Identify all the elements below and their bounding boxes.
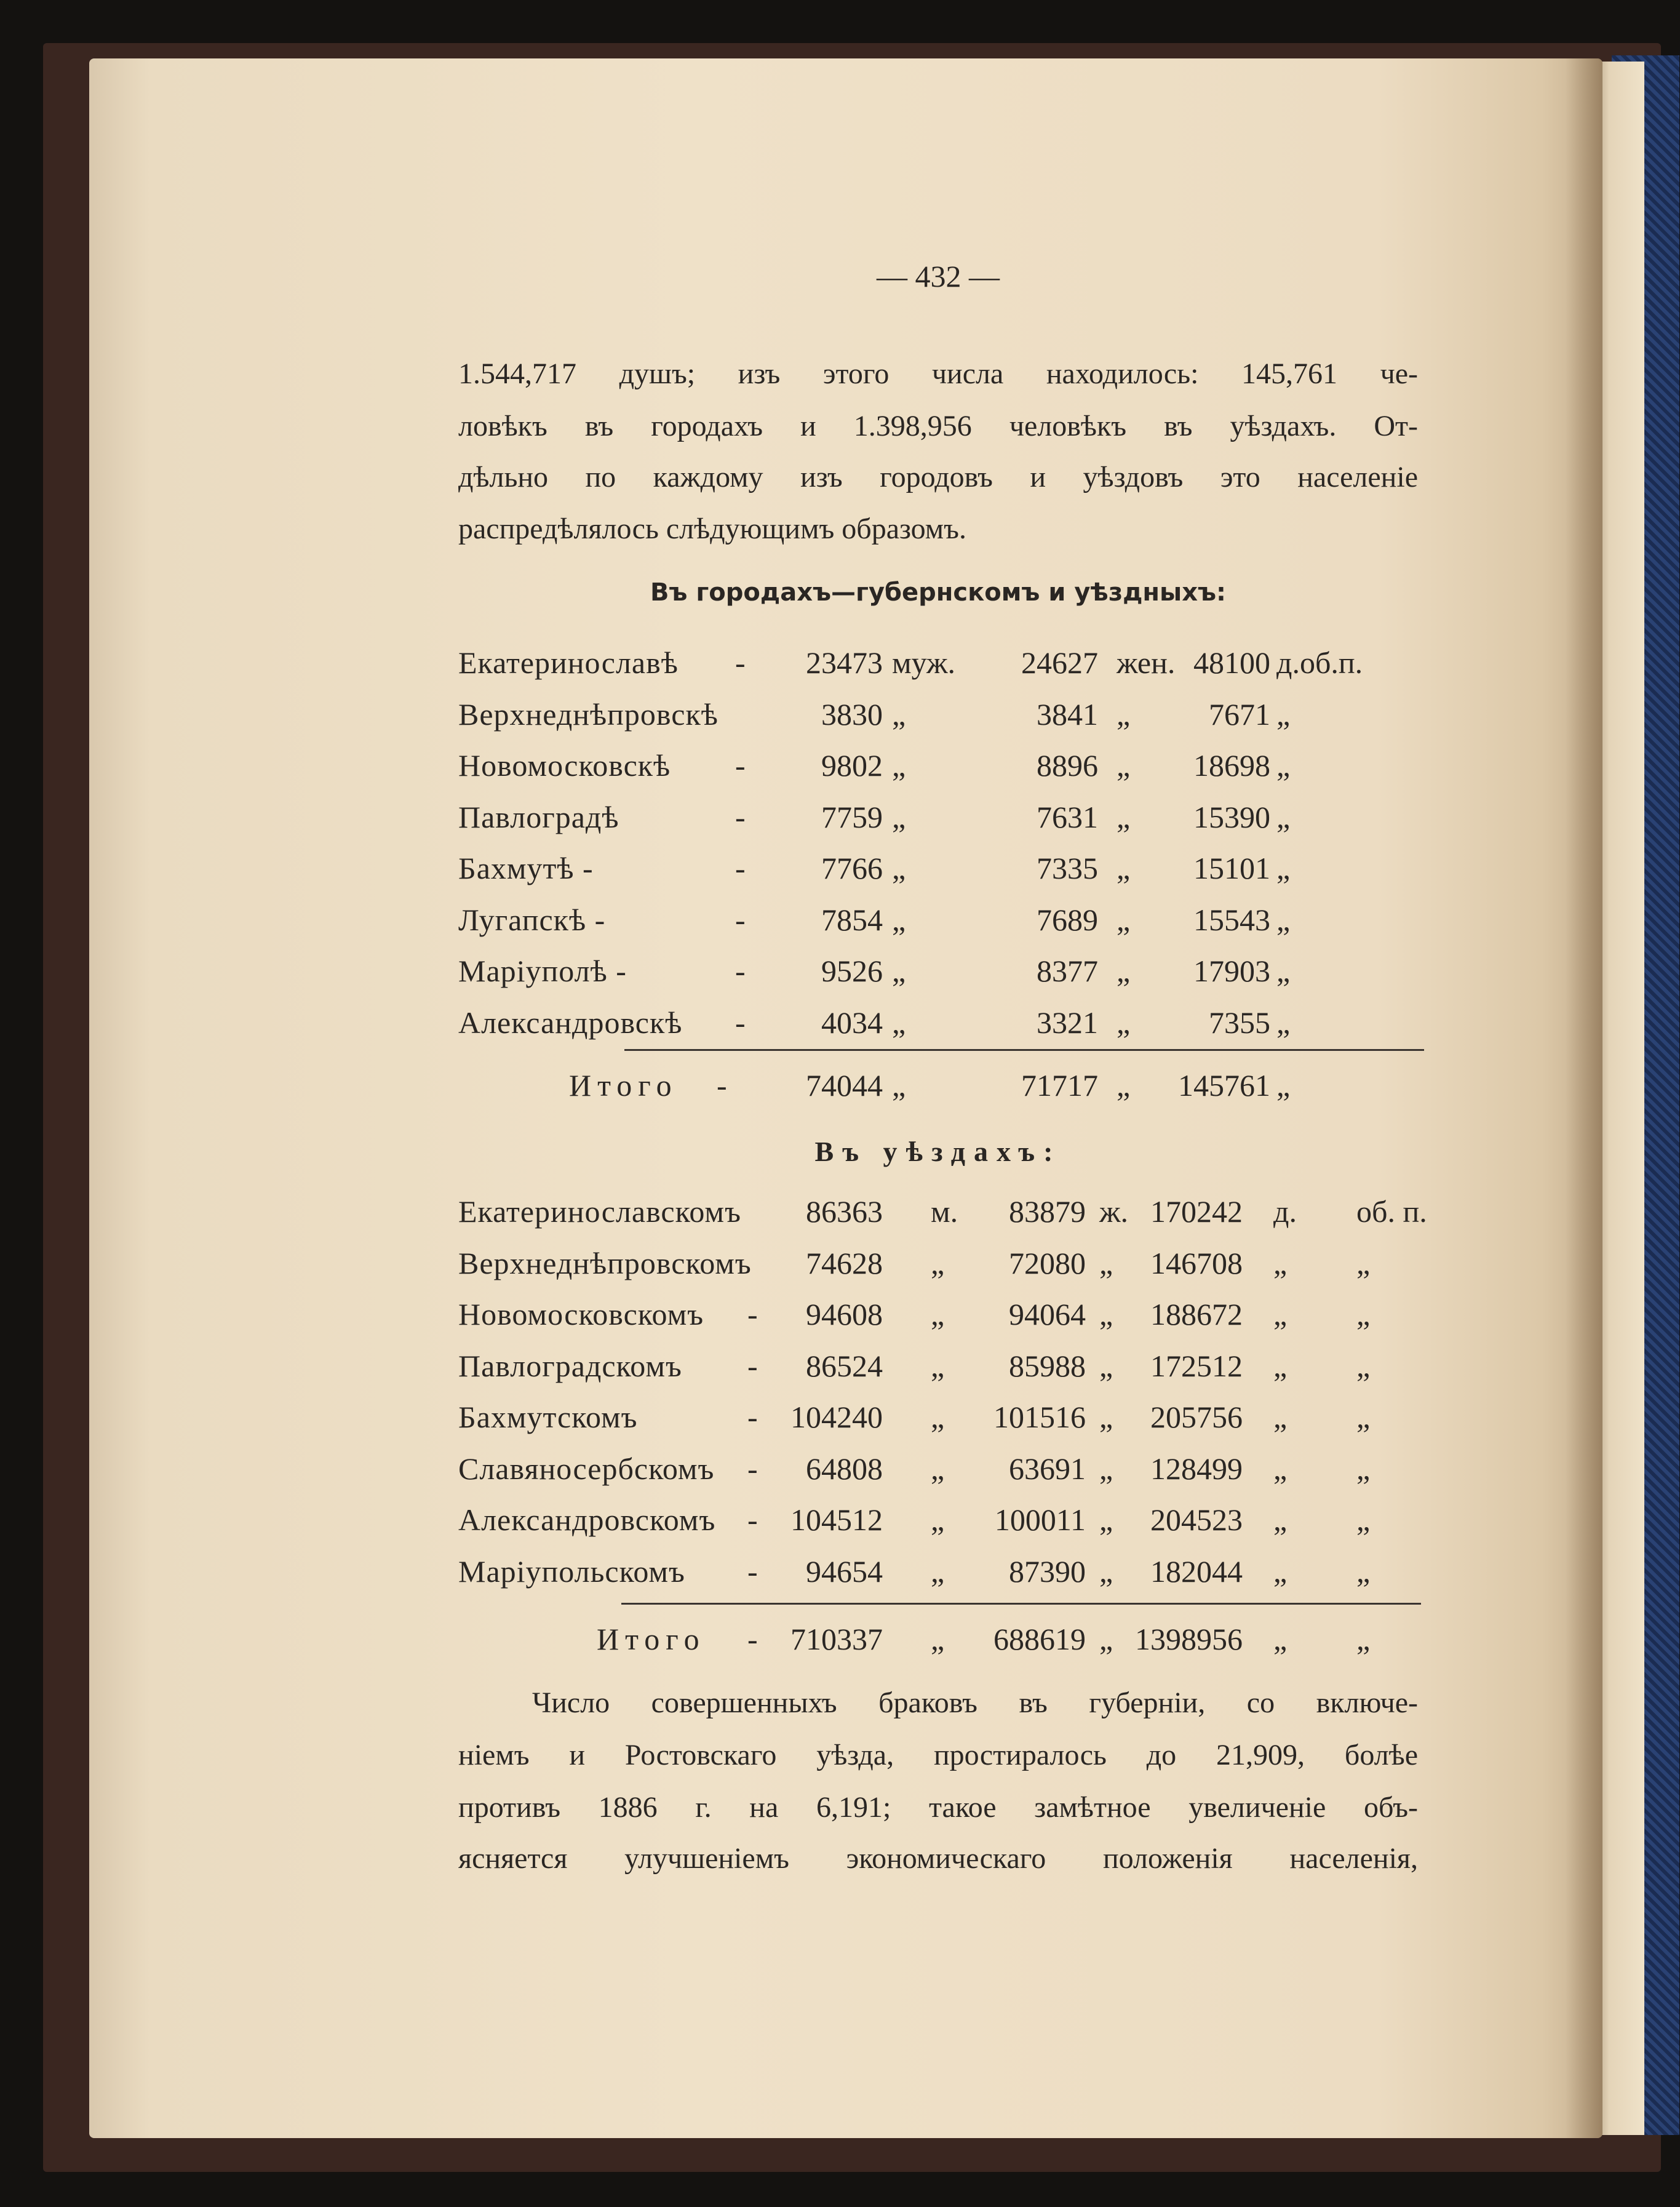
male-unit: „ — [892, 1005, 906, 1040]
male-unit: „ — [892, 1068, 906, 1103]
female-count: 63691 — [1009, 1451, 1086, 1486]
total-count: 188672 — [1150, 1297, 1243, 1331]
grand-total: 145761 — [1178, 1068, 1270, 1103]
male-unit: „ — [892, 799, 906, 834]
female-count: 3841 — [1037, 696, 1098, 732]
male-count: 9802 — [821, 748, 883, 783]
intro-line-2: ловѣкъ въ городахъ и 1.398,956 человѣкъ въ уѣздахъ. От- — [458, 410, 1418, 442]
female-total: 71717 — [1021, 1068, 1098, 1103]
male-count: 4034 — [821, 1005, 883, 1040]
female-count: 83879 — [1009, 1194, 1086, 1229]
total-unit: „ — [1276, 748, 1291, 783]
row-dash: - — [735, 902, 746, 937]
female-unit: „ — [1117, 902, 1131, 937]
total-count: 205756 — [1150, 1400, 1243, 1434]
outro-line-1: Число совершенныхъ браковъ въ губерніи, со включе- — [532, 1686, 1418, 1719]
total-unit: „ — [1276, 902, 1291, 937]
row-dash: - — [747, 1554, 758, 1589]
male-count: 7766 — [821, 851, 883, 885]
total-unit: „ — [1276, 1068, 1291, 1103]
female-unit: „ — [1099, 1348, 1113, 1383]
female-unit: „ — [1117, 748, 1131, 783]
total-label: Итого — [597, 1622, 706, 1656]
total-unit: „ — [1276, 696, 1291, 732]
total-count: 128499 — [1150, 1451, 1243, 1486]
male-count: 104512 — [790, 1503, 883, 1537]
female-count: 101516 — [993, 1400, 1086, 1434]
place-name: Павлоградѣ — [458, 799, 619, 834]
male-count: 86363 — [806, 1194, 883, 1229]
row-dash: - — [747, 1451, 758, 1486]
male-count: 9526 — [821, 954, 883, 988]
row-dash: - — [735, 954, 746, 988]
male-count: 104240 — [790, 1400, 883, 1434]
outro-line-4: ясняется улучшеніемъ экономическаго положенія населенія, — [458, 1842, 1418, 1875]
total-unit: д. — [1273, 1194, 1297, 1229]
grand-total: 1398956 — [1135, 1622, 1243, 1656]
male-count: 74628 — [806, 1245, 883, 1280]
female-unit: „ — [1099, 1622, 1113, 1656]
female-unit: „ — [1099, 1245, 1113, 1280]
female-count: 87390 — [1009, 1554, 1086, 1589]
female-count: 72080 — [1009, 1245, 1086, 1280]
total-count: 15543 — [1193, 902, 1270, 937]
place-name: Лугапскѣ - — [458, 902, 606, 937]
total-unit-2: об. п. — [1356, 1194, 1427, 1229]
total-count: 18698 — [1193, 748, 1270, 783]
male-unit: „ — [892, 954, 906, 988]
intro-line-4: распредѣлялось слѣдующимъ образомъ. — [458, 513, 966, 545]
total-unit-2: „ — [1356, 1297, 1371, 1331]
total-unit-2: „ — [1356, 1400, 1371, 1434]
place-name: Новомосковскѣ — [458, 748, 671, 783]
male-unit: „ — [931, 1451, 945, 1486]
row-dash: - — [735, 645, 746, 680]
female-unit: „ — [1117, 696, 1131, 732]
districts-total-rule — [621, 1603, 1421, 1605]
page-number: — 432 — — [877, 259, 1000, 293]
total-unit-2: „ — [1356, 1451, 1371, 1486]
districts-heading: Въ уѣздахъ: — [814, 1136, 1062, 1167]
female-unit: „ — [1099, 1503, 1113, 1537]
male-unit: „ — [931, 1622, 945, 1656]
row-dash: - — [747, 1503, 758, 1537]
female-count: 7631 — [1037, 799, 1098, 834]
total-unit: „ — [1276, 954, 1291, 988]
male-unit: „ — [931, 1400, 945, 1434]
total-unit: „ — [1276, 851, 1291, 885]
cities-total-rule — [624, 1049, 1424, 1051]
female-count: 24627 — [1021, 645, 1098, 680]
female-unit: жен. — [1117, 645, 1176, 680]
total-unit: „ — [1273, 1451, 1288, 1486]
total-unit: „ — [1276, 799, 1291, 834]
total-unit: „ — [1276, 1005, 1291, 1040]
female-unit: „ — [1099, 1554, 1113, 1589]
female-unit: „ — [1117, 1068, 1131, 1103]
place-name: Верхнеднѣпровскѣ — [458, 696, 719, 732]
male-unit: „ — [892, 696, 906, 732]
total-unit-2: „ — [1356, 1622, 1371, 1656]
outro-line-3: противъ 1886 г. на 6,191; такое замѣтное увеличеніе объ- — [458, 1791, 1418, 1824]
outro-line-2: ніемъ и Ростовскаго уѣзда, простиралось до 21,909, болѣе — [458, 1739, 1418, 1771]
total-count: 182044 — [1150, 1554, 1243, 1589]
male-unit: „ — [892, 748, 906, 783]
male-unit: „ — [892, 851, 906, 885]
male-count: 7854 — [821, 902, 883, 937]
male-unit: „ — [931, 1245, 945, 1280]
place-name: Новомосковскомъ — [458, 1297, 704, 1331]
place-name: Александровскѣ — [458, 1005, 683, 1040]
male-unit: „ — [931, 1554, 945, 1589]
female-unit: „ — [1099, 1400, 1113, 1434]
male-count: 3830 — [821, 696, 883, 732]
total-count: 204523 — [1150, 1503, 1243, 1537]
row-dash: - — [735, 799, 746, 834]
total-unit: „ — [1273, 1554, 1288, 1589]
total-unit: „ — [1273, 1503, 1288, 1537]
row-dash: - — [735, 851, 746, 885]
total-unit-2: „ — [1356, 1348, 1371, 1383]
total-count: 7355 — [1209, 1005, 1270, 1040]
place-name: Павлоградскомъ — [458, 1348, 682, 1383]
total-unit: „ — [1273, 1622, 1288, 1656]
male-total: 710337 — [790, 1622, 883, 1656]
female-unit: „ — [1099, 1451, 1113, 1486]
total-unit: „ — [1273, 1245, 1288, 1280]
intro-line-3: дѣльно по каждому изъ городовъ и уѣздовъ это населеніе — [458, 461, 1418, 493]
intro-line-1: 1.544,717 душъ; изъ этого числа находилось: 145,761 че- — [458, 357, 1418, 390]
male-unit: м. — [931, 1194, 958, 1229]
total-count: 170242 — [1150, 1194, 1243, 1229]
total-dash: - — [747, 1622, 758, 1656]
row-dash: - — [735, 1005, 746, 1040]
total-count: 15101 — [1193, 851, 1270, 885]
male-count: 7759 — [821, 799, 883, 834]
female-count: 7335 — [1037, 851, 1098, 885]
male-unit: „ — [931, 1348, 945, 1383]
row-dash: - — [747, 1348, 758, 1383]
total-dash: - — [717, 1068, 727, 1103]
place-name: Екатеринославѣ — [458, 645, 679, 680]
male-count: 94654 — [806, 1554, 883, 1589]
place-name: Верхнеднѣпровскомъ — [458, 1245, 752, 1280]
female-count: 85988 — [1009, 1348, 1086, 1383]
male-count: 86524 — [806, 1348, 883, 1383]
row-dash: - — [735, 748, 746, 783]
female-count: 100011 — [994, 1503, 1086, 1537]
total-label: Итого — [569, 1068, 678, 1103]
male-unit: муж. — [892, 645, 956, 680]
total-count: 146708 — [1150, 1245, 1243, 1280]
total-unit: „ — [1273, 1297, 1288, 1331]
female-count: 8896 — [1037, 748, 1098, 783]
total-count: 17903 — [1193, 954, 1270, 988]
place-name: Александровскомъ — [458, 1503, 716, 1537]
total-unit: д.об.п. — [1276, 645, 1363, 680]
male-unit: „ — [931, 1503, 945, 1537]
female-count: 7689 — [1037, 902, 1098, 937]
total-unit-2: „ — [1356, 1554, 1371, 1589]
female-count: 94064 — [1009, 1297, 1086, 1331]
row-dash: - — [747, 1400, 758, 1434]
total-count: 48100 — [1193, 645, 1270, 680]
cities-heading: Въ городахъ—губернскомъ и уѣздныхъ: — [650, 578, 1227, 607]
male-count: 23473 — [806, 645, 883, 680]
female-unit: ж. — [1099, 1194, 1129, 1229]
female-unit: „ — [1117, 851, 1131, 885]
place-name: Маріупольскомъ — [458, 1554, 685, 1589]
male-count: 64808 — [806, 1451, 883, 1486]
female-count: 3321 — [1037, 1005, 1098, 1040]
male-unit: „ — [892, 902, 906, 937]
total-unit-2: „ — [1356, 1503, 1371, 1537]
place-name: Екатеринославскомъ — [458, 1194, 741, 1229]
row-dash: - — [747, 1297, 758, 1331]
place-name: Бахмутскомъ — [458, 1400, 638, 1434]
page-gutter-shadow — [1566, 58, 1602, 2138]
total-count: 7671 — [1209, 696, 1270, 732]
place-name: Маріуполѣ - — [458, 954, 627, 988]
female-unit: „ — [1117, 799, 1131, 834]
female-count: 8377 — [1037, 954, 1098, 988]
total-unit: „ — [1273, 1400, 1288, 1434]
total-count: 172512 — [1150, 1348, 1243, 1383]
male-unit: „ — [931, 1297, 945, 1331]
female-total: 688619 — [993, 1622, 1086, 1656]
male-total: 74044 — [806, 1068, 883, 1103]
male-count: 94608 — [806, 1297, 883, 1331]
female-unit: „ — [1117, 954, 1131, 988]
total-unit: „ — [1273, 1348, 1288, 1383]
female-unit: „ — [1117, 1005, 1131, 1040]
total-unit-2: „ — [1356, 1245, 1371, 1280]
place-name: Славяносербскомъ — [458, 1451, 715, 1486]
place-name: Бахмутѣ - — [458, 851, 594, 885]
total-count: 15390 — [1193, 799, 1270, 834]
female-unit: „ — [1099, 1297, 1113, 1331]
